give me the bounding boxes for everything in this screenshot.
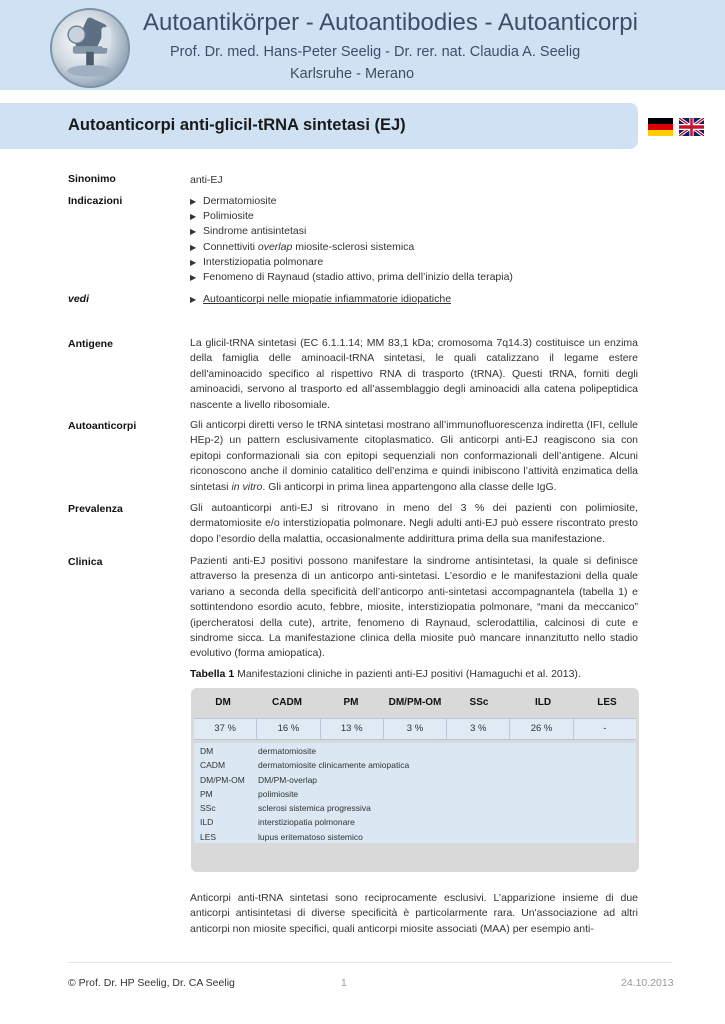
table-caption: Tabella 1 Manifestazioni cliniche in pazienti anti-EJ positivi (Hamaguchi et al. 2013).	[190, 668, 581, 680]
table-header-cell: DM	[215, 697, 231, 708]
site-title: Autoantikörper - Autoantibodies - Autoanticorpi	[143, 9, 638, 36]
german-flag-icon[interactable]	[648, 118, 673, 136]
table-cell: 37 %	[194, 719, 257, 739]
page-title: Autoanticorpi anti-glicil-tRNA sintetasi (EJ)	[68, 116, 406, 134]
indicazioni-label: Indicazioni	[68, 195, 123, 207]
site-cities: Karlsruhe - Merano	[290, 66, 415, 82]
uk-flag-icon[interactable]	[679, 118, 704, 136]
legend-row: CADM dermatomiosite clinicamente amiopatica	[200, 760, 410, 771]
footer-page-number: 1	[341, 977, 347, 989]
manifestations-table	[191, 688, 639, 872]
table-cell: 13 %	[321, 719, 384, 739]
table-header-cell: CADM	[272, 697, 302, 708]
clinica-label: Clinica	[68, 556, 103, 568]
list-item: ▶ Dermatomiosite	[190, 194, 638, 209]
legend-row: DM/PM-OM DM/PM-overlap	[200, 774, 318, 785]
footer-date: 24.10.2013	[621, 977, 674, 989]
autoanticorpi-text: Gli anticorpi diretti verso le tRNA sintetasi mostrano all’immunofluorescenza indiretta (IFI, cellule HEp-2) un pattern esclusivamente citoplasmatico. Gli anticorpi anti-EJ reagiscono sia con epitopi conformazionali sia con epitopi sequenziali non conformazionali dell’antigene. Alcuni riconoscono anche il dominio catalitico dell’enzima e quindi inibiscono l’attività enzimatica della sintetasi in vitro. Gli anticorpi in prima linea appartengono alla classe delle IgG.	[190, 419, 638, 493]
sinonimo-label: Sinonimo	[68, 173, 116, 185]
footer-divider	[68, 962, 672, 963]
table-cell: 3 %	[384, 719, 447, 739]
list-item: ▶ Sindrome antisintetasi	[190, 224, 638, 239]
legend-row: SSc sclerosi sistemica progressiva	[200, 803, 371, 814]
table-cell: 26 %	[510, 719, 573, 739]
autoanticorpi-label: Autoanticorpi	[68, 420, 137, 432]
table-header-cell: DM/PM-OM	[388, 697, 442, 708]
prevalenza-text: Gli autoanticorpi anti-EJ si ritrovano in meno del 3 % dei pazienti con polimiosite, dermatomiosite e/o interstiziopatia polmonare. Negli adulti anti-EJ può essere riscontrato presto dopo l’esordio della malattia, occasionalmente addirittura prima della sua manifestazione.	[190, 502, 638, 545]
list-item: ▶ Fenomeno di Raynaud (stadio attivo, prima dell’inizio della terapia)	[190, 270, 638, 285]
vedi-link[interactable]: Autoanticorpi nelle miopatie infiammatorie idiopatiche	[203, 293, 452, 305]
site-authors: Prof. Dr. med. Hans-Peter Seelig - Dr. rer. nat. Claudia A. Seelig	[170, 44, 581, 60]
table-legend	[194, 743, 636, 843]
sinonimo-value: anti-EJ	[190, 174, 223, 186]
table-cell: -	[603, 723, 607, 734]
table-header-cell: LES	[597, 697, 617, 708]
clinica-text: Pazienti anti-EJ positivi possono manifestare la sindrome antisintetasi, la quale si definisce attraverso la presenza di un anticorpo anti-sintetasi. L’esordio e le manifestazioni della quale variano a seconda della specificità dell’anticorpo anti-sintetasi accompagnantela (tabella 1) e sottintendono esordio acuto, febbre, miosite, interstiziopatia polmonare, “mani da meccanico” (ipercheratosi della cute), artrite, fenomeno di Raynaud, sclerodattilia, calcinosi di cute e sindrome sicca. La manifestazione clinica della miosite può mancare innanzitutto nello stadio evolutivo (forma amiopatica).	[190, 555, 638, 660]
footer-copyright: © Prof. Dr. HP Seelig, Dr. CA Seelig	[68, 977, 235, 989]
list-item: ▶ Connettiviti overlap miosite-sclerosi sistemica	[190, 240, 638, 255]
vedi-label: vedi	[68, 293, 90, 305]
prevalenza-label: Prevalenza	[68, 503, 123, 515]
table-header-row	[191, 688, 639, 718]
legend-row: PM polimiosite	[200, 788, 299, 799]
vedi-list	[190, 292, 638, 307]
table-row	[194, 718, 636, 740]
table-header-cell: ILD	[534, 697, 552, 708]
closing-paragraph: Anticorpi anti-tRNA sintetasi sono reciprocamente esclusivi. L’apparizione insieme di due anticorpi antisintetasi di diverse specificità è particolarmente rara. Un'associazione ad altri anticorpi non miosite specifici, quali anticorpi miosite associati (MAA) per esempio anti-	[190, 892, 638, 935]
list-item: ▶ Interstiziopatia polmonare	[190, 255, 638, 270]
indicazioni-list	[190, 194, 638, 285]
list-item	[190, 292, 638, 307]
legend-row: ILD interstiziopatia polmonare	[200, 817, 355, 828]
list-item: ▶ Polimiosite	[190, 209, 638, 224]
antigene-label: Antigene	[68, 338, 113, 350]
microscope-logo-icon	[50, 8, 130, 88]
table-cell: 16 %	[257, 719, 320, 739]
legend-row: DM dermatomiosite	[200, 746, 317, 756]
table-header-cell: PM	[343, 697, 359, 708]
antigene-text: La glicil-tRNA sintetasi (EC 6.1.1.14; MM 83,1 kDa; cromosoma 7q14.3) costituisce un enzima della famiglia delle aminoacil-tRNA sintetasi, le quali catalizzano il legame estere dell'aminoacido specifico al rispettivo RNA di trasporto (tRNA). Questi tRNA, forniti degli aminoacidi, servono al trasporto ed all’assemblaggio degli aminoacidi alla catena polipeptidica nascente a livello ribosomiale.	[190, 337, 638, 411]
table-header-cell: SSc	[469, 697, 489, 708]
legend-row: LES lupus eritematoso sistemico	[200, 831, 363, 842]
table-cell: 3 %	[447, 719, 510, 739]
